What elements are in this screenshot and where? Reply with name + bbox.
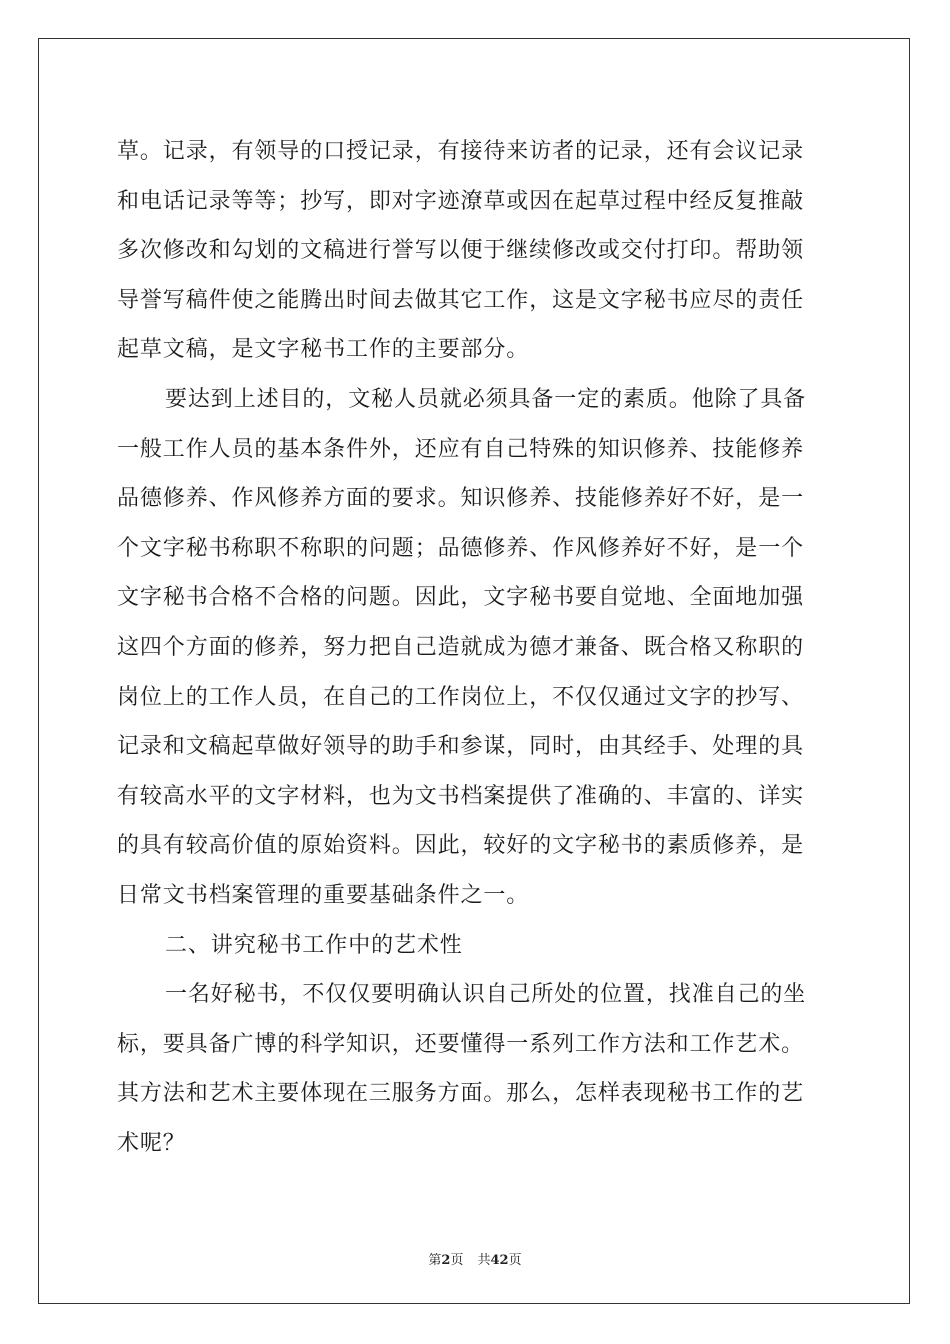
text-line-7: 一般工作人员的基本条件外，还应有自己特殊的知识修养、技能修养 <box>117 436 805 462</box>
page-suffix: 页 <box>450 1253 464 1268</box>
text-line-14: 有较高水平的文字材料，也为文书档案提供了准确的、丰富的、详实 <box>117 783 805 809</box>
text-line-1: 草。记录，有领导的口授记录，有接待来访者的记录，还有会议记录 <box>117 139 805 164</box>
text-line-5: 起草文稿，是文字秘书工作的主要部分。 <box>117 337 530 363</box>
page-prefix: 第 <box>428 1253 442 1268</box>
text-line-4: 导誉写稿件使之能腾出时间去做其它工作，这是文字秘书应尽的责任 <box>117 287 805 313</box>
total-prefix: 共 <box>477 1253 491 1268</box>
text-line-10: 文字秘书合格不合格的问题。因此，文字秘书要自觉地、全面地加强 <box>117 585 805 611</box>
total-suffix: 页 <box>508 1253 522 1268</box>
text-line-21: 术呢？ <box>117 1130 186 1156</box>
text-line-19: 标，要具备广博的科学知识，还要懂得一系列工作方法和工作艺术。 <box>117 1031 805 1057</box>
text-line-6: 要达到上述目的，文秘人员就必须具备一定的素质。他除了具备 <box>165 386 807 412</box>
text-line-15: 的具有较高价值的原始资料。因此，较好的文字秘书的素质修养，是 <box>117 833 805 859</box>
page-number: 2 <box>441 1253 451 1268</box>
text-line-9: 个文字秘书称职不称职的问题；品德修养、作风修养好不好，是一个 <box>117 535 805 561</box>
text-line-20: 其方法和艺术主要体现在三服务方面。那么，怎样表现秘书工作的艺 <box>117 1081 805 1107</box>
text-line-16: 日常文书档案管理的重要基础条件之一。 <box>117 882 530 908</box>
text-line-13: 记录和文稿起草做好领导的助手和参谋，同时，由其经手、处理的具 <box>117 734 805 760</box>
total-pages: 42 <box>490 1253 509 1268</box>
page-footer <box>0 1252 950 1270</box>
text-line-11: 这四个方面的修养，努力把自己造就成为德才兼备、既合格又称职的 <box>117 634 805 660</box>
section-heading: 二、讲究秘书工作中的艺术性 <box>165 932 463 958</box>
text-line-8: 品德修养、作风修养方面的要求。知识修养、技能修养好不好，是一 <box>117 486 805 512</box>
text-line-18: 一名好秘书，不仅仅要明确认识自己所处的位置，找准自己的坐 <box>165 982 807 1008</box>
text-line-2: 和电话记录等等；抄写，即对字迹潦草或因在起草过程中经反复推敲 <box>117 188 805 214</box>
document-body <box>117 127 833 1168</box>
text-line-12: 岗位上的工作人员，在自己的工作岗位上，不仅仅通过文字的抄写、 <box>117 684 805 710</box>
text-line-3: 多次修改和勾划的文稿进行誉写以便于继续修改或交付打印。帮助领 <box>117 238 805 264</box>
